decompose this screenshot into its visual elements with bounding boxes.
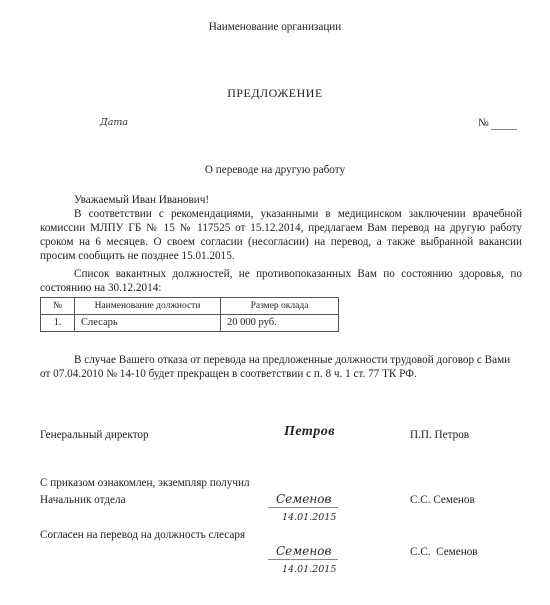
table-cell-number: 1. — [41, 315, 75, 332]
consent-name: С.С. Семенов — [410, 546, 478, 558]
document-subject: О переводе на другую работу — [204, 164, 346, 176]
head-title: Начальник отдела — [40, 494, 126, 506]
document-title: ПРЕДЛОЖЕНИЕ — [227, 86, 323, 100]
number-label: № — [478, 117, 489, 129]
acquainted-text: С приказом ознакомлен, экземпляр получил — [40, 477, 250, 489]
consent-signature: Семенов — [276, 544, 332, 558]
table-cell-position: Слесарь — [75, 315, 221, 332]
head-signature: Семенов — [276, 492, 332, 506]
director-title: Генеральный директор — [40, 429, 149, 441]
director-signature: Петров — [284, 424, 336, 439]
table-cell-salary: 20 000 руб. — [221, 315, 339, 332]
body-paragraph-3: В случае Вашего отказа от перевода на предложенные должности трудовой договор с Вами от 07.04.2010 № 14-10 будет прекращен в соответствии с п. 8 ч. 1 ст. 77 ТК РФ. — [40, 354, 511, 380]
head-name: С.С. Семенов — [410, 494, 475, 506]
table-header-number: № — [41, 298, 75, 315]
number-field — [478, 116, 517, 130]
table-header-row — [41, 298, 339, 315]
head-signature-line — [268, 507, 338, 508]
body-paragraph-2: Список вакантных должностей, не противопоказанных Вам по состоянию здоровья, по состоянию на 30.12.2014: — [40, 268, 522, 294]
table-row — [41, 315, 339, 332]
greeting: Уважаемый Иван Иванович! — [74, 194, 210, 206]
date-label: Дата — [100, 117, 129, 128]
consent-signature-line — [268, 559, 338, 560]
head-date: 14.01.2015 — [282, 512, 337, 523]
consent-text: Согласен на перевод на должность слесаря — [40, 529, 246, 541]
table-header-salary: Размер оклада — [221, 298, 339, 315]
table-header-position: Наименование должности — [75, 298, 221, 315]
consent-date: 14.01.2015 — [282, 564, 337, 575]
organization-name: Наименование организации — [208, 21, 342, 33]
vacancy-table — [40, 297, 339, 332]
director-name: П.П. Петров — [410, 429, 470, 441]
number-line — [491, 119, 517, 130]
body-paragraph-1: В соответствии с рекомендациями, указанными в медицинском заключении врачебной комиссии МЛПУ ГБ № 15 № 117525 от 15.12.2014, предлагаем Вам перевод на другую работу сроком на 6 месяцев. О своем согласии (несогласии) на перевод, а также выбранной вакансии просим сообщить не позднее 15.01.2015. — [40, 208, 522, 262]
